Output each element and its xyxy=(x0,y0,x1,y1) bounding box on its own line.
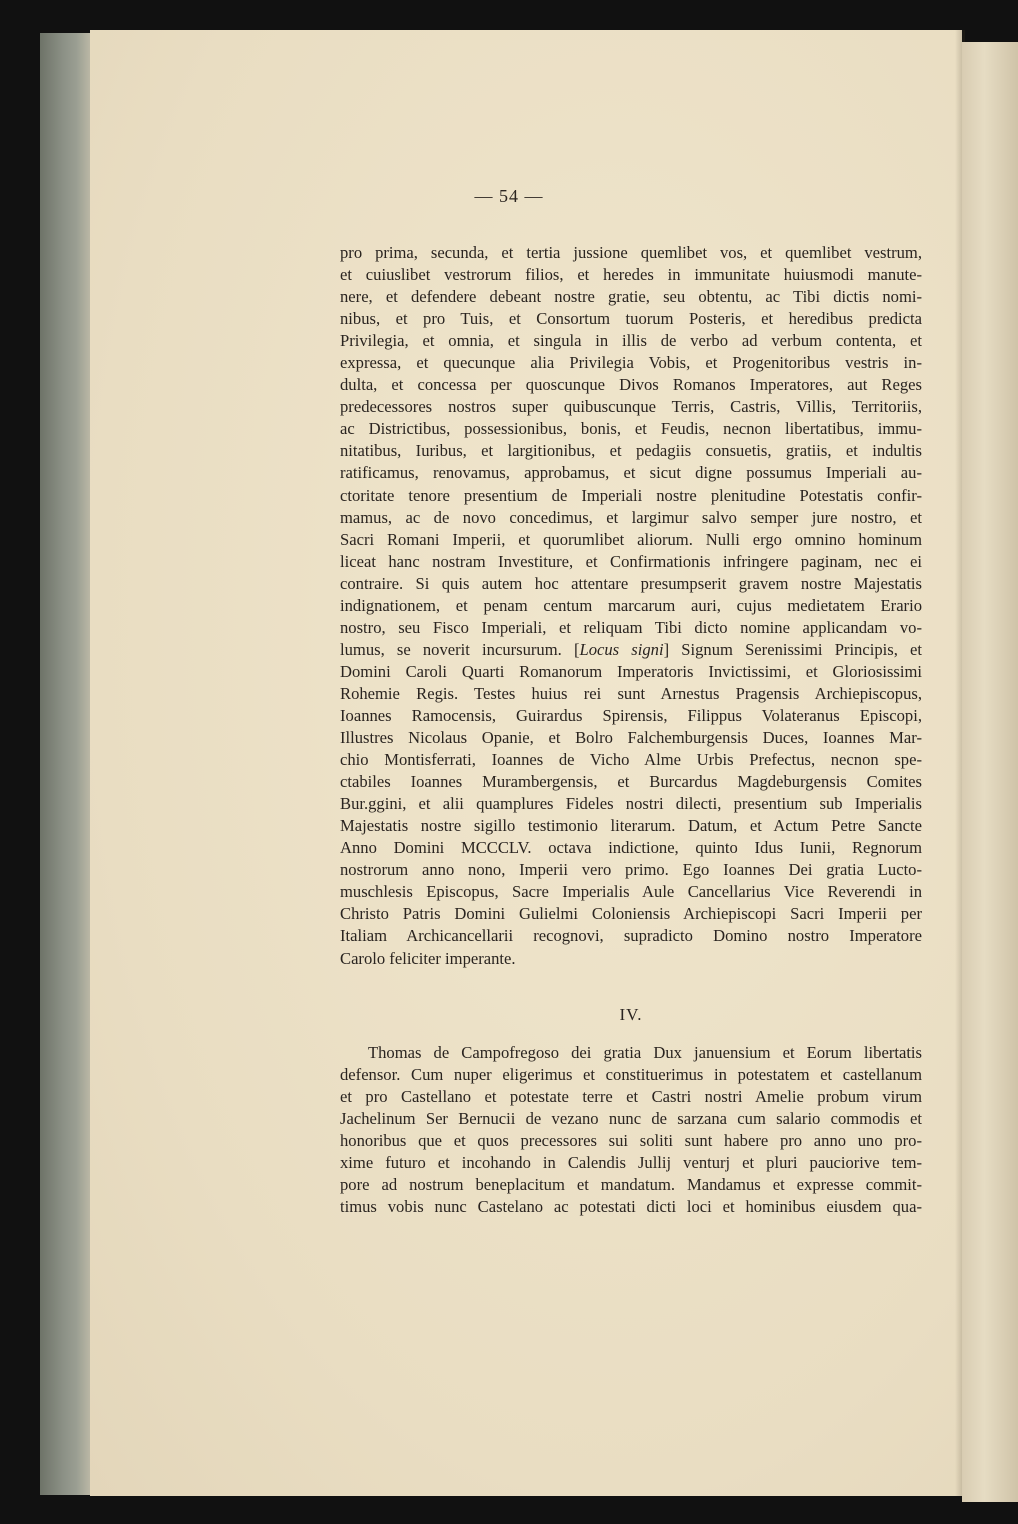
text-line: predecessores nostros super quibuscunque Terris, Castris, Villis, Territoriis, xyxy=(340,397,922,417)
text-line: Sacri Romani Imperii, et quorumlibet aliorum. Nulli ergo omnino hominum xyxy=(340,529,922,549)
text-line: Ioannes Ramocensis, Guirardus Spirensis, Filippus Volateranus Episcopi, xyxy=(340,705,922,725)
paragraph-2 xyxy=(340,1042,922,1218)
text-line: Privilegia, et omnia, et singula in illis de verbo ad verbum contenta, et xyxy=(340,331,922,351)
text-line: Italiam Archicancellarii recognovi, supradicto Domino nostro Imperatore xyxy=(340,926,922,946)
text-line: Bur.ggini, et alii quamplures Fideles nostri dilecti, presentium sub Imperialis xyxy=(340,794,922,814)
text-line: contraire. Si quis autem hoc attentare presumpserit gravem nostre Majestatis xyxy=(340,573,922,593)
text-line: indignationem, et penam centum marcarum auri, cujus medietatem Erario xyxy=(340,595,922,615)
text-line: Jachelinum Ser Bernucii de vezano nunc de sarzana cum salario commodis et xyxy=(340,1109,922,1129)
text-line: et pro Castellano et potestate terre et Castri nostri Amelie probum virum xyxy=(340,1087,922,1107)
text-line: ctabiles Ioannes Murambergensis, et Burcardus Magdeburgensis Comites xyxy=(340,772,922,792)
text-line: Christo Patris Domini Gulielmi Coloniensis Archiepiscopi Sacri Imperii per xyxy=(340,904,922,924)
text-line: Anno Domini MCCCLV. octava indictione, quinto Idus Iunii, Regnorum xyxy=(340,838,922,858)
text-line: pore ad nostrum beneplacitum et mandatum. Mandamus et expresse commit- xyxy=(340,1175,922,1195)
text-fragment: lumus, se noverit incursurum. [ xyxy=(340,639,580,659)
section-heading: IV. xyxy=(619,1005,643,1024)
text-line: Illustres Nicolaus Opanie, et Bolro Falchemburgensis Duces, Ioannes Mar- xyxy=(340,728,922,748)
text-line: defensor. Cum nuper eligerimus et constituerimus in potestatem et castellanum xyxy=(340,1065,922,1085)
text-line: timus vobis nunc Castelano ac potestati dicti loci et hominibus eiusdem qua- xyxy=(340,1197,922,1217)
text-line: muschlesis Episcopus, Sacre Imperialis Aule Cancellarius Vice Reverendi in xyxy=(340,882,922,902)
book-edge xyxy=(40,33,92,1495)
text-line: Majestatis nostre sigillo testimonio literarum. Datum, et Actum Petre Sancte xyxy=(340,816,922,836)
text-line: Rohemie Regis. Testes huius rei sunt Arnestus Pragensis Archiepiscopus, xyxy=(340,683,922,703)
text-line: nitatibus, Iuribus, et largitionibus, et pedagiis consuetis, gratiis, et indultis xyxy=(340,441,922,461)
text-line: ctoritate tenore presentium de Imperiali nostre plenitudine Potestatis confir- xyxy=(340,485,922,505)
text-line-with-italic xyxy=(340,639,922,661)
italic-locus-signi: Locus signi xyxy=(579,639,664,659)
text-line: Carolo feliciter imperante. xyxy=(340,948,516,968)
text-line: Thomas de Campofregoso dei gratia Dux januensium et Eorum libertatis xyxy=(368,1043,922,1062)
text-line: nibus, et pro Tuis, et Consortum tuorum Posteris, et heredibus predicta xyxy=(340,309,922,329)
next-page-edge xyxy=(962,42,1018,1502)
text-line: chio Montisferrati, Ioannes de Vicho Alme Urbis Prefectus, necnon spe- xyxy=(340,750,922,770)
text-line: dulta, et concessa per quoscunque Divos Romanos Imperatores, aut Reges xyxy=(340,375,922,395)
text-line: et cuiuslibet vestrorum filios, et heredes in immunitate huiusmodi manute- xyxy=(340,265,922,285)
text-line: xime futuro et incohando in Calendis Jullij venturj et pluri pauciorive tem- xyxy=(340,1153,922,1173)
text-line: nostrorum anno nono, Imperii vero primo. Ego Ioannes Dei gratia Lucto- xyxy=(340,860,922,880)
text-line: pro prima, secunda, et tertia jussione quemlibet vos, et quemlibet vestrum, xyxy=(340,243,922,262)
text-line: liceat hanc nostram Investiture, et Confirmationis infringere paginam, nec ei xyxy=(340,551,922,571)
text-line: expressa, et quecunque alia Privilegia Vobis, et Progenitoribus vestris in- xyxy=(340,353,922,373)
text-line: ratificamus, renovamus, approbamus, et sicut digne possumus Imperiali au- xyxy=(340,463,922,483)
text-line: Domini Caroli Quarti Romanorum Imperatoris Invictissimi, et Gloriosissimi xyxy=(340,661,922,681)
text-fragment: ] Signum Serenissimi Principis, et xyxy=(663,639,922,659)
paragraph-1 xyxy=(340,242,922,970)
text-line: nostro, seu Fisco Imperiali, et reliquam Tibi dicto nomine applicandam vo- xyxy=(340,617,922,637)
text-line: ac Districtibus, possessionibus, bonis, et Feudis, necnon libertatibus, immu- xyxy=(340,419,922,439)
text-line: honoribus que et quos precessores sui soliti sunt habere pro anno uno pro- xyxy=(340,1131,922,1151)
page-number: — 54 — xyxy=(474,186,544,206)
text-line: mamus, ac de novo concedimus, et largimur salvo semper jure nostro, et xyxy=(340,507,922,527)
text-line: nere, et defendere debeant nostre gratie, seu obtentu, ac Tibi dictis nomi- xyxy=(340,287,922,307)
